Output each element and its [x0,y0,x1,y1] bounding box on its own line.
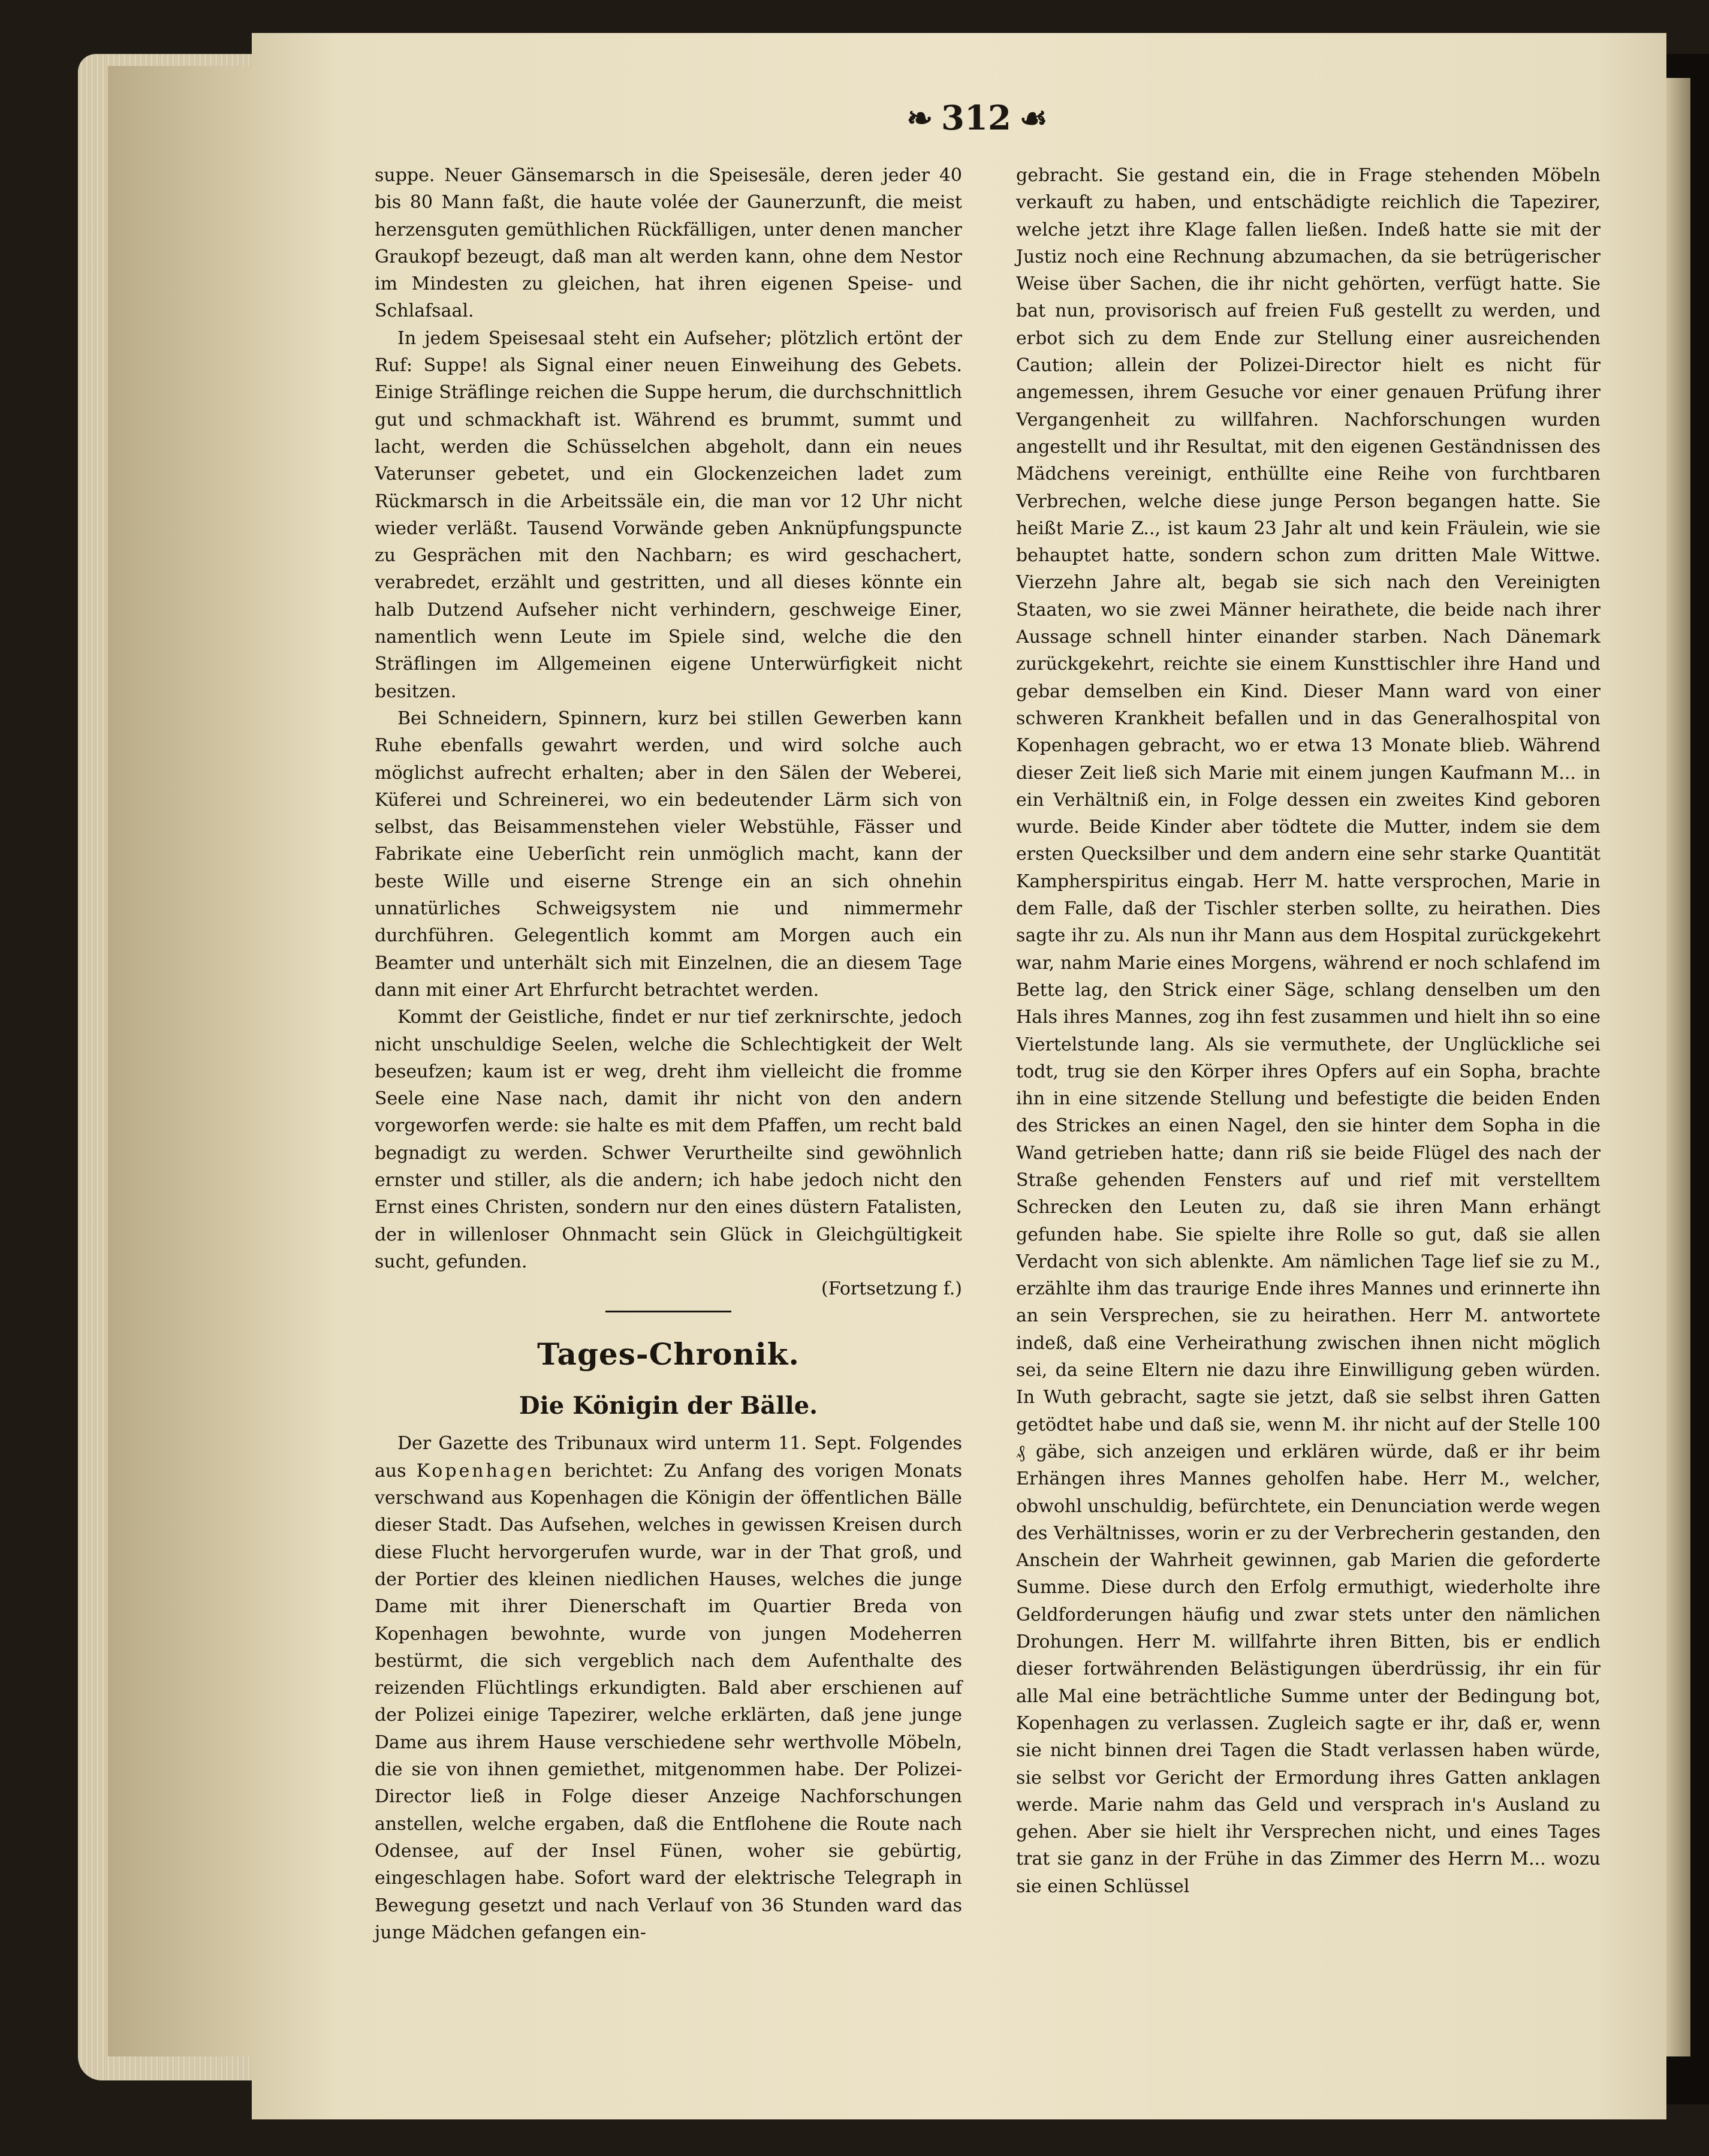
continuation-note: (Fortsetzung f.) [821,1278,962,1300]
right-page-edge [1666,78,1690,2056]
article-place: Kopenhagen [416,1460,554,1482]
page-header [881,96,1073,138]
article-intro-a: Der Gazette des Tribunaux wird unterm 11. Sept. Folgendes aus [375,1433,962,1482]
article-intro-b: berichtet: Zu Anfang des vorigen Monats verschwand aus Kopenhagen die Königin der öffentlichen Bälle dieser Stadt. Das Aufsehen, welches in gewissen Kreisen durch diese Flucht hervorgerufen wurde, war in der That groß, und der Portier des kleinen niedlichen Hauses, welches die junge Dame mit ihrer Dienerschaft im Quartier Breda von Kopenhagen bewohnte, wurde von jungen Modeherren bestürmt, die sich vergeblich nach dem Aufenthalte des reizenden Flüchtlings erkundigten. Bald aber erschienen auf der Polizei einige Tapezirer, welche erklärten, daß jene junge Dame aus ihrem Hause verschiedene sehr werthvolle Möbeln, die sie von ihnen gemiethet, mitgenommen habe. Der Polizei-Director ließ in Folge dieser Anzeige Nachforschungen anstellen, welche ergaben, daß die Entflohene die Route nach Odensee, auf der Insel Fünen, woher sie gebürtig, eingeschlagen habe. Sofort ward der elektrische Telegraph in Bewegung gesetzt und nach Verlauf von 36 Stunden ward das junge Mädchen gefangen ein- [375,1460,962,1943]
article-paragraph [375,1430,962,1946]
right-page-strip [1666,54,1709,2104]
section-divider [605,1311,731,1312]
ornament-left-icon: ❧ [906,100,933,137]
section-title: Tages-Chronik. [537,1336,800,1372]
left-column [375,162,962,1946]
right-column [1016,162,1601,1900]
paragraph: In jedem Speisesaal steht ein Aufseher; plötzlich ertönt der Ruf: Suppe! als Signal einer neuen Einweihung des Gebets. Einige Sträflinge reichen die Suppe herum, die durchschnittlich gut und schmackhaft ist. Während es brummt, summt und lacht, werden die Schüsselchen abgeholt, dann ein neues Vaterunser gebetet, und ein Glockenzeichen ladet zum Rückmarsch in die Arbeitssäle ein, die man vor 12 Uhr nicht wieder verläßt. Tausend Vorwände geben Anknüpfungspuncte zu Gesprächen mit den Nachbarn; es wird geschachert, verabredet, erzählt und gestritten, und all dieses könnte ein halb Dutzend Aufseher nicht verhindern, geschweige Einer, namentlich wenn Leute im Spiele sind, welche die den Sträflingen im Allgemeinen eigene Unterwürfigkeit nicht besitzen. [375,327,962,702]
ornament-right-icon: ☙ [1019,100,1048,137]
paragraph: Kommt der Geistliche, findet er nur tief zerknirschte, jedoch nicht unschuldige Seelen, welche die Schlechtigkeit der Welt beseufzen; kaum ist er weg, dreht ihm vielleicht die fromme Seele eine Nase nach, damit ihr nicht von den andern vorgeworfen werde: sie halte es mit dem Pfaffen, um recht bald begnadigt zu werden. Schwer Verurtheilte sind gewöhnlich ernster und stiller, als die andern; ich habe jedoch nicht den Ernst eines Christen, sondern nur den eines düstern Fatalisten, der in willenloser Ohnmacht sein Glück in Gleichgültigkeit sucht, gefunden. [375,1007,962,1272]
article-title: Die Königin der Bälle. [519,1392,818,1420]
paragraph: Bei Schneidern, Spinnern, kurz bei stillen Gewerben kann Ruhe ebenfalls gewahrt werden, und wird solche auch möglichst aufrecht erhalten; aber in den Sälen der Weberei, Küferei und Schreinerei, wo ein bedeutender Lärm sich von selbst, das Beisammenstehen vieler Webstühle, Fässer und Fabrikate eine Ueberſicht rein unmöglich macht, kann der beste Wille und eiserne Strenge ein an sich ohnehin unnatürliches Schweigsystem nie und nimmermehr durchführen. Gelegentlich kommt am Morgen auch ein Beamter und unterhält sich mit Einzelnen, die an diesem Tage dann mit einer Art Ehrfurcht betrachtet werden. [375,707,962,1001]
paragraph: suppe. Neuer Gänsemarsch in die Speisesäle, deren jeder 40 bis 80 Mann faßt, die haute volée der Gaunerzunft, die meist herzensguten gemüthlichen Rückfälligen, unter denen mancher Graukopf bezeugt, daß man alt werden kann, ohne dem Nestor im Mindesten zu gleichen, hat ihren eigenen Speise- und Schlafsaal. [375,165,962,322]
page-number: 312 [941,98,1011,138]
gutter-shadow [108,66,264,2056]
paragraph: gebracht. Sie gestand ein, die in Frage stehenden Möbeln verkauft zu haben, und entschädigte reichlich die Tapezirer, welche jetzt ihre Klage fallen ließen. Indeß hatte sie mit der Justiz noch eine Rechnung abzumachen, da sie betrügerischer Weise über Sachen, die ihr nicht gehörten, verfügt hatte. Sie bat nun, provisorisch auf freien Fuß gestellt zu werden, und erbot sich zu dem Ende zur Stellung einer ausreichenden Caution; allein der Polizei-Director hielt es nicht für angemessen, ihrem Gesuche vor einer genauen Prüfung ihrer Vergangenheit zu willfahren. Nachforschungen wurden angestellt und ihr Resultat, mit den eigenen Geständnissen des Mädchens vereinigt, enthüllte eine Reihe von furchtbaren Verbrechen, welche diese junge Person begangen hatte. Sie heißt Marie Z.., ist kaum 23 Jahr alt und kein Fräulein, wie sie behauptet hatte, sondern schon zum dritten Male Wittwe. Vierzehn Jahre alt, begab sie sich nach den Vereinigten Staaten, wo sie zwei Männer heirathete, die beide nach ihrer Aussage schnell hinter einander starben. Nach Dänemark zurückgekehrt, reichte sie einem Kunsttischler ihre Hand und gebar demselben ein Kind. Dieser Mann ward von einer schweren Krankheit befallen und in das Generalhospital von Kopenhagen gebracht, wo er etwa 13 Monate blieb. Während dieser Zeit ließ sich Marie mit einem jungen Kaufmann M... in ein Verhältniß ein, in Folge dessen ein zweites Kind geboren wurde. Beide Kinder aber tödtete die Mutter, indem sie dem ersten Quecksilber und dem andern eine sehr starke Quantität Kampherspiritus eingab. Herr M. hatte versprochen, Marie in dem Falle, daß der Tischler sterben sollte, zu heirathen. Dies sagte ihr zu. Als nun ihr Mann aus dem Hospital zurückgekehrt war, nahm Marie eines Morgens, während er noch schlafend im Bette lag, den Strick einer Säge, schlang denselben um den Hals ihres Mannes, zog ihn fest zusammen und hielt ihn so eine Viertelstunde lang. Als sie vermuthete, der Unglückliche sei todt, trug sie den Körper ihres Opfers auf ein Sopha, brachte ihn in eine sitzende Stellung und befestigte die beiden Enden des Strickes an einen Nagel, den sie hinter dem Sopha in die Wand getrieben hatte; dann riß sie beide Flügel des nach der Straße gehenden Fensters auf und rief mit verstelltem Schrecken den Leuten zu, daß sie ihren Mann erhängt gefunden habe. Sie spielte ihre Rolle so gut, daß sie allen Verdacht von sich ablenkte. Am nämlichen Tage lief sie zu M., erzählte ihm das traurige Ende ihres Mannes und erinnerte ihn an sein Versprechen, sie zu heirathen. Herr M. antwortete indeß, daß eine Verheirathung zwischen ihnen nicht möglich sei, da seine Eltern nie dazu ihre Einwilligung geben würden. In Wuth gebracht, sagte sie jetzt, daß sie selbst ihren Gatten getödtet habe und daß sie, wenn M. ihr nicht auf der Stelle 100 ₰ gäbe, sich anzeigen und erklären würde, daß er ihr beim Erhängen ihres Mannes geholfen habe. Herr M., welcher, obwohl unschuldig, befürchtete, ein Denunciation werde wegen des Verhältnisses, worin er zu der Verbrecherin gestanden, den Anschein der Wahrheit gewinnen, gab Marien die geforderte Summe. Diese durch den Erfolg ermuthigt, wiederholte ihre Geldforderungen häufig und zwar stets unter den nämlichen Drohungen. Herr M. willfahrte ihren Bitten, bis er endlich dieser fortwährenden Belästigungen überdrüssig, ihr ein für alle Mal eine beträchtliche Summe unter der Bedingung bot, Kopenhagen zu verlassen. Zugleich sagte er ihr, daß er, wenn sie nicht binnen drei Tagen die Stadt verlassen haben würde, sie selbst vor Gericht der Ermordung ihres Gatten anklagen werde. Marie nahm das Geld und versprach in's Ausland zu gehen. Aber sie hielt ihr Versprechen nicht, und eines Tages trat sie ganz in der Frühe in das Zimmer des Herrn M... wozu sie einen Schlüssel [1016,165,1601,1897]
